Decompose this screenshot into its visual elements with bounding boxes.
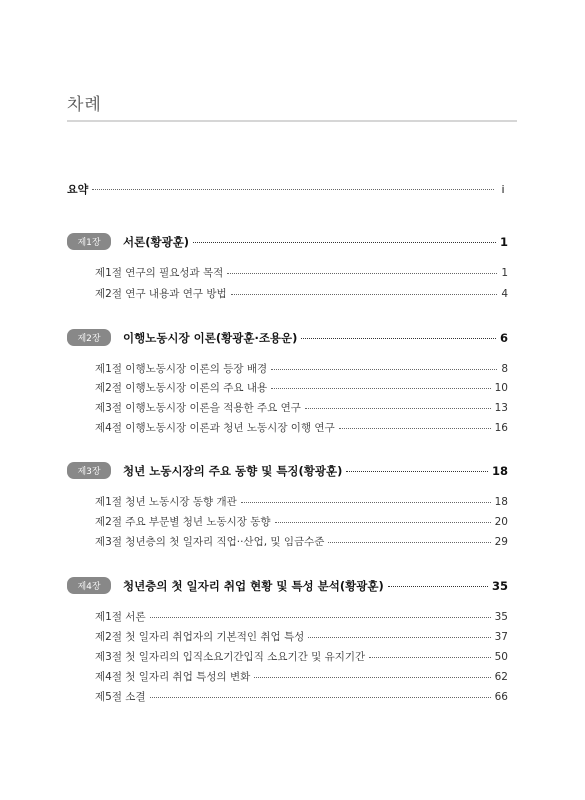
toc-section[interactable]	[95, 514, 508, 529]
section-page: 37	[494, 630, 508, 643]
section-title: 제1절 청년 노동시장 동향 개관	[95, 496, 237, 508]
section-page: 13	[494, 401, 508, 414]
toc-section[interactable]	[95, 689, 508, 704]
toc-section[interactable]	[95, 265, 508, 280]
section-page: 20	[494, 515, 508, 528]
leader-dots	[241, 501, 491, 503]
toc-section[interactable]	[95, 380, 508, 395]
leader-dots	[271, 368, 497, 370]
section-title: 제3절 첫 일자리의 입직소요기간입직 소요기간 및 유지기간	[95, 651, 366, 663]
leader-dots	[305, 407, 491, 409]
chapter-page: 6	[499, 330, 508, 345]
leader-dots	[369, 656, 490, 658]
chapter-badge: 제3장	[67, 462, 111, 479]
leader-dots	[346, 470, 488, 472]
chapter-title: 서론(황광훈)	[123, 234, 190, 249]
toc-chapter-2[interactable]	[67, 329, 508, 346]
leader-dots	[254, 676, 490, 678]
section-page: 62	[494, 670, 508, 683]
leader-dots	[271, 387, 490, 389]
section-title: 제3절 이행노동시장 이론을 적용한 주요 연구	[95, 402, 301, 414]
section-page: 35	[494, 610, 508, 623]
section-page: 29	[494, 535, 508, 548]
toc-section[interactable]	[95, 609, 508, 624]
page-title: 차례	[67, 95, 102, 115]
toc-section[interactable]	[95, 361, 508, 376]
chapter-badge: 제1장	[67, 233, 111, 250]
toc-section[interactable]	[95, 669, 508, 684]
leader-dots	[388, 585, 488, 587]
section-page: 18	[494, 495, 508, 508]
section-title: 제1절 연구의 필요성과 목적	[95, 267, 224, 279]
chapter-page: 1	[499, 234, 508, 249]
toc-section[interactable]	[95, 400, 508, 415]
section-page: 4	[501, 287, 508, 300]
leader-dots	[339, 427, 491, 429]
section-title: 제4절 이행노동시장 이론과 청년 노동시장 이행 연구	[95, 422, 335, 434]
section-title: 제2절 첫 일자리 취업자의 기본적인 취업 특성	[95, 631, 305, 643]
section-page: 50	[494, 650, 508, 663]
leader-dots	[308, 636, 490, 638]
section-title: 제1절 이행노동시장 이론의 등장 배경	[95, 363, 268, 375]
chapter-badge: 제2장	[67, 329, 111, 346]
leader-dots	[227, 272, 497, 274]
section-title: 제1절 서론	[95, 611, 146, 623]
toc-section[interactable]	[95, 286, 508, 301]
summary-page: i	[501, 182, 505, 196]
chapter-page: 18	[491, 463, 508, 478]
toc-section[interactable]	[95, 420, 508, 435]
leader-dots	[328, 541, 490, 543]
leader-dots	[92, 188, 494, 190]
toc-section[interactable]	[95, 629, 508, 644]
toc-chapter-1[interactable]	[67, 233, 508, 250]
section-title: 제2절 주요 부문별 청년 노동시장 동향	[95, 516, 271, 528]
section-title: 제2절 연구 내용과 연구 방법	[95, 288, 227, 300]
leader-dots	[193, 241, 496, 243]
chapter-title: 청년층의 첫 일자리 취업 현황 및 특성 분석(황광훈)	[123, 578, 384, 593]
leader-dots	[150, 696, 491, 698]
toc-summary[interactable]	[67, 181, 508, 197]
chapter-page: 35	[491, 578, 508, 593]
section-page: 1	[501, 266, 508, 279]
leader-dots	[275, 521, 491, 523]
section-title: 제3절 청년층의 첫 일자리 직업··산업, 및 임금수준	[95, 536, 325, 548]
section-page: 16	[494, 421, 508, 434]
section-page: 10	[494, 381, 508, 394]
leader-dots	[301, 337, 496, 339]
summary-label: 요약	[67, 183, 89, 196]
section-page: 8	[501, 362, 508, 375]
toc-chapter-4[interactable]	[67, 577, 508, 594]
chapter-title: 청년 노동시장의 주요 동향 및 특징(황광훈)	[123, 463, 343, 478]
toc-section[interactable]	[95, 534, 508, 549]
section-title: 제2절 이행노동시장 이론의 주요 내용	[95, 382, 268, 394]
toc-section[interactable]	[95, 494, 508, 509]
leader-dots	[231, 293, 498, 295]
chapter-badge: 제4장	[67, 577, 111, 594]
leader-dots	[150, 616, 491, 618]
toc-chapter-3[interactable]	[67, 462, 508, 479]
title-divider	[67, 120, 517, 122]
toc-section[interactable]	[95, 649, 508, 664]
section-title: 제5절 소결	[95, 691, 146, 703]
section-page: 66	[494, 690, 508, 703]
chapter-title: 이행노동시장 이론(황광훈·조용운)	[123, 330, 298, 345]
section-title: 제4절 첫 일자리 취업 특성의 변화	[95, 671, 251, 683]
